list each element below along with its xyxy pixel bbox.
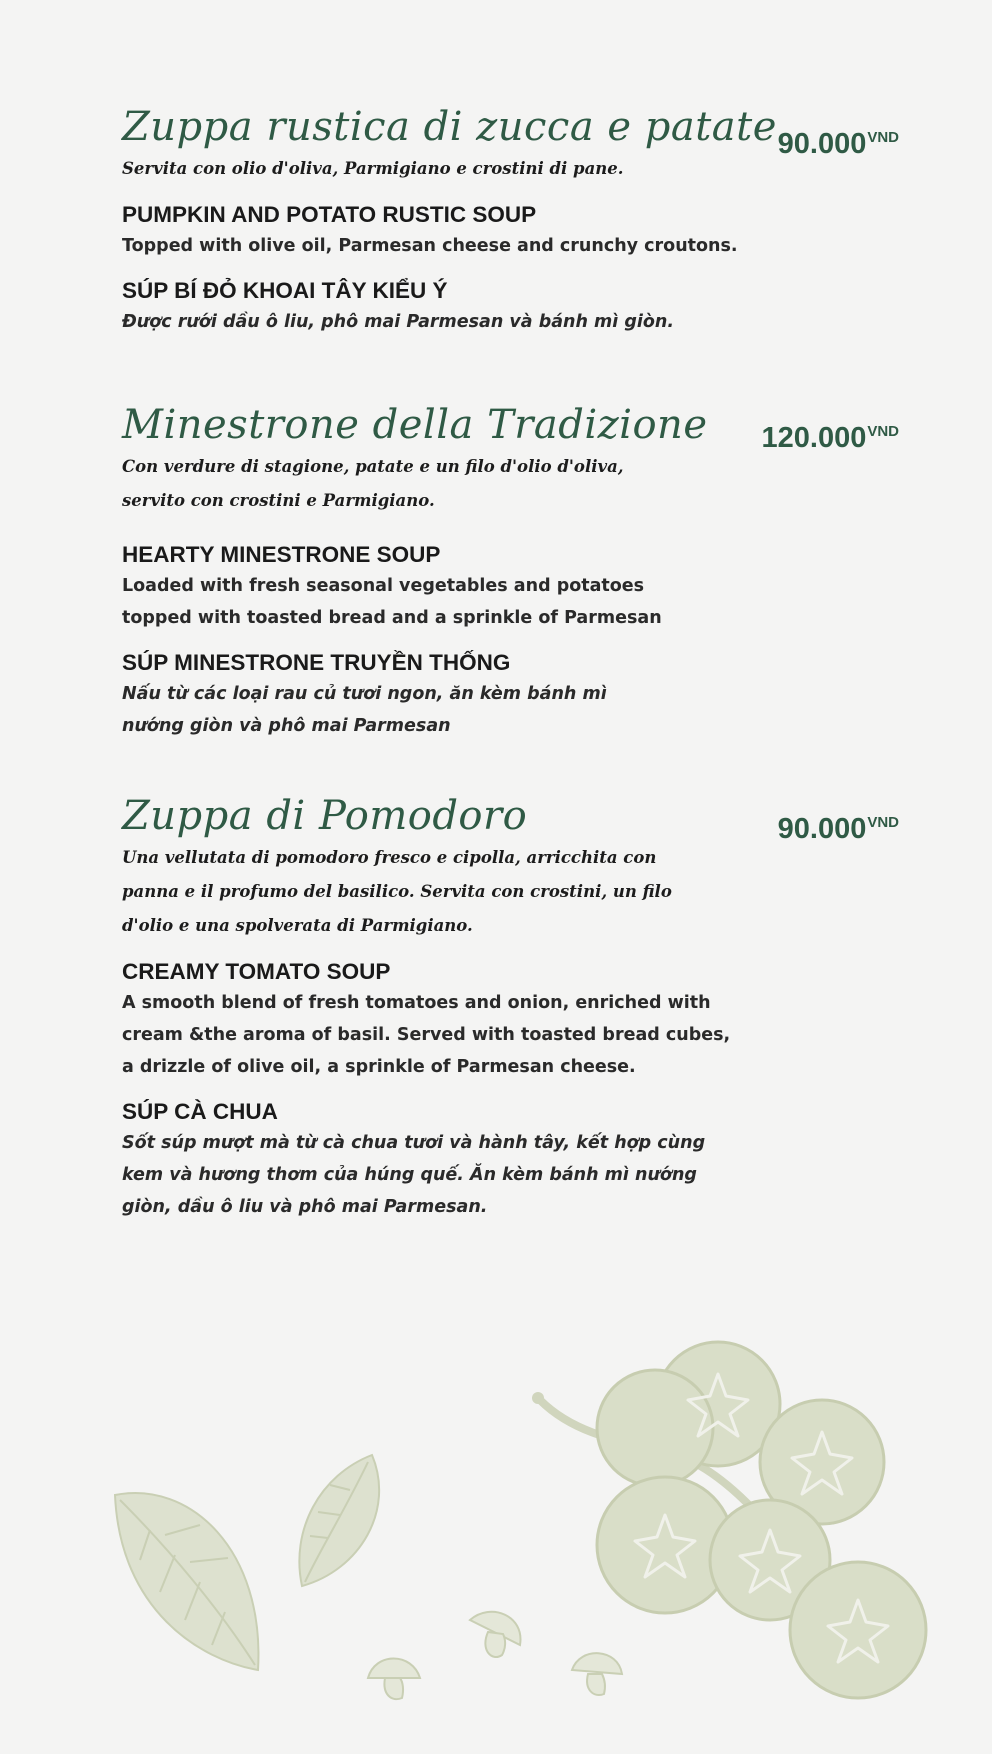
menu-item-pumpkin-soup (122, 104, 882, 338)
price-tomato-soup (778, 807, 899, 845)
decorative-illustration (0, 1330, 992, 1754)
english-description: Loaded with fresh seasonal vegetables and potatoes topped with toasted bread and a sprinkle of Parmesan (122, 576, 662, 628)
mushroom-icon (572, 1653, 622, 1695)
vietnamese-dish-name: SÚP BÍ ĐỎ KHOAI TÂY KIỂU Ý (122, 278, 448, 303)
italian-dish-name: Minestrone della Tradizione (122, 402, 708, 448)
italian-dish-name: Zuppa rustica di zucca e patate (122, 104, 777, 150)
italian-description: Con verdure di stagione, patate e un filo d'olio d'oliva, servito con crostini e Parmigiano. (122, 457, 624, 510)
price-amount: 90.000 (777, 813, 867, 845)
vietnamese-description: Nấu từ các loại rau củ tươi ngon, ăn kèm bánh mì nướng giòn và phô mai Parmesan (122, 684, 607, 736)
price-amount: 90.000 (777, 128, 867, 160)
vietnamese-dish-name: SÚP MINESTRONE TRUYỀN THỐNG (122, 650, 511, 675)
english-description: Topped with olive oil, Parmesan cheese and crunchy croutons. (122, 236, 738, 256)
mushroom-icon (470, 1612, 520, 1657)
price-currency: VND (867, 423, 899, 440)
basil-leaf-icon (115, 1493, 258, 1670)
english-description: A smooth blend of fresh tomatoes and onion, enriched with cream &the aroma of basil. Served with toasted bread cubes, a drizzle of olive oil, a sprinkle of Parmesan cheese. (122, 993, 731, 1077)
vietnamese-description: Sốt súp mượt mà từ cà chua tươi và hành tây, kết hợp cùng kem và hương thơm của húng quế. Ăn kèm bánh mì nướng giòn, dầu ô liu và phô mai Parmesan. (122, 1133, 706, 1217)
price-minestrone (762, 416, 900, 454)
price-amount: 120.000 (761, 422, 867, 454)
tomato-vine-icon (532, 1342, 926, 1698)
italian-dish-name: Zuppa di Pomodoro (122, 793, 528, 839)
price-pumpkin-soup (778, 122, 899, 160)
italian-description: Servita con olio d'oliva, Parmigiano e crostini di pane. (122, 159, 624, 178)
english-dish-name: PUMPKIN AND POTATO RUSTIC SOUP (122, 202, 537, 227)
price-currency: VND (867, 814, 899, 831)
english-dish-name: HEARTY MINESTRONE SOUP (122, 542, 441, 567)
menu-item-tomato-soup (122, 793, 882, 1223)
english-dish-name: CREAMY TOMATO SOUP (122, 959, 391, 984)
mushroom-icon (368, 1659, 420, 1700)
vietnamese-dish-name: SÚP CÀ CHUA (122, 1099, 278, 1124)
price-currency: VND (867, 129, 899, 146)
basil-leaf-icon (299, 1455, 379, 1586)
vietnamese-description: Được rưới dầu ô liu, phô mai Parmesan và bánh mì giòn. (122, 312, 675, 332)
italian-description: Una vellutata di pomodoro fresco e cipolla, arricchita con panna e il profumo del basilico. Servita con crostini, un filo d'olio e una spolverata di Parmigiano. (122, 848, 672, 935)
